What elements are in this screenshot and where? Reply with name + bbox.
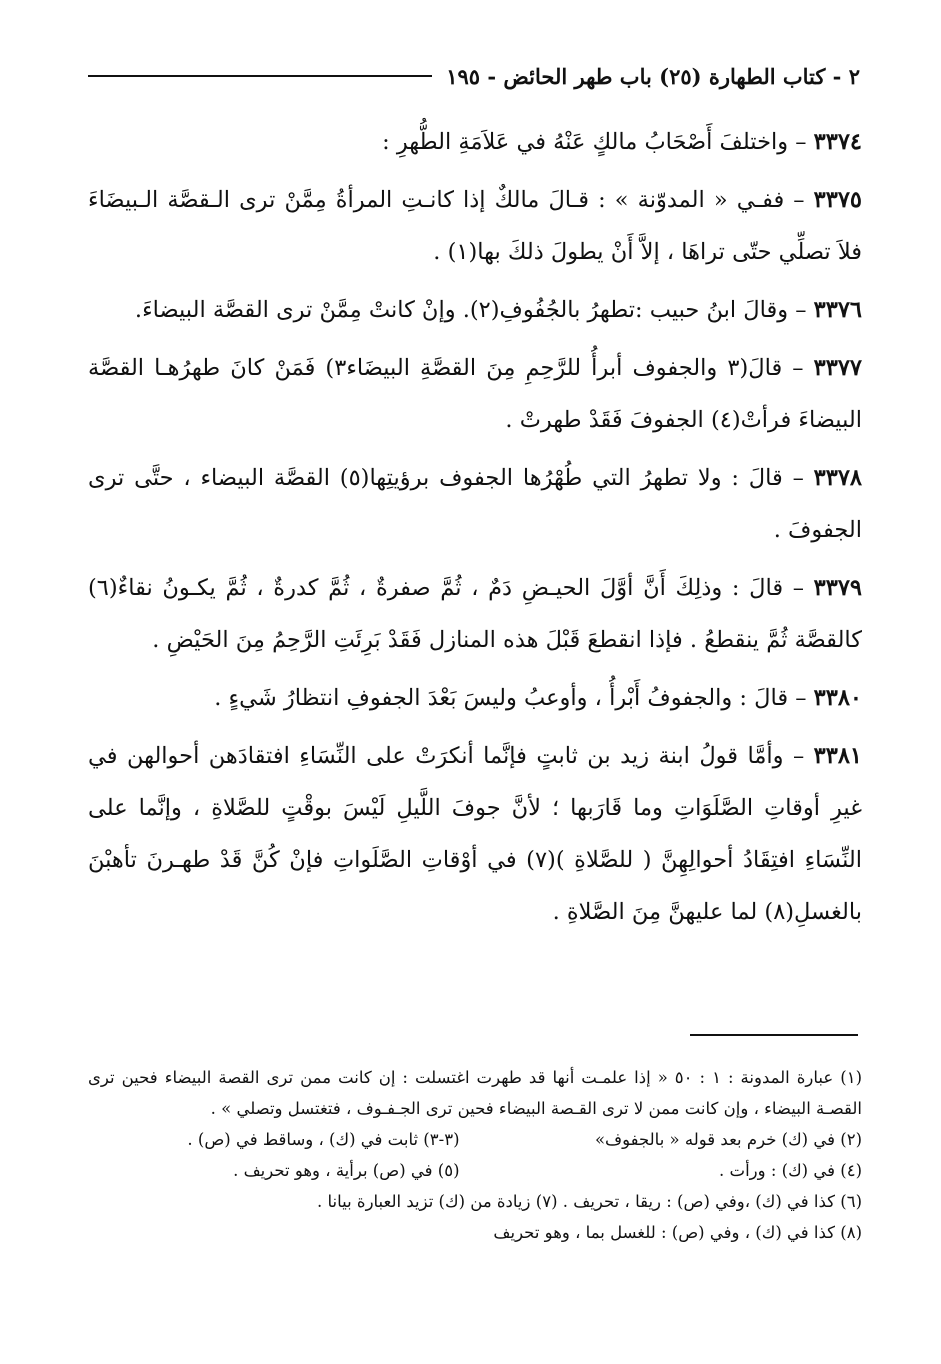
paragraph-text: – قالَ(٣ والجفوف أبرأُ للرَّحِمِ مِنَ القصَّةِ البيضَاء٣) فَمَنْ كانَ طهرُهـا القصَّة البيضاءَ فرأتْ(٤) الجفوفَ فَقَدْ طهرتْ .: [88, 355, 862, 433]
paragraph-3374: [88, 116, 862, 168]
paragraph-text: – واختلفَ أَصْحَابُ مالكٍ عَنْهُ في عَلاَمَةِ الطُّهرِ :: [382, 129, 814, 155]
footnote-2: (٢) في (ك) خرم بعد قوله « بالجفوف»: [594, 1130, 862, 1149]
footnote-6-7: (٦) كذا في (ك) ،وفي (ص) : ريقا ، تحريف . (٧) زيادة من (ك) تزيد العبارة بيانا .: [316, 1192, 862, 1211]
paragraph-3375: [88, 174, 862, 278]
paragraph-number: ٣٣٨٠: [813, 685, 862, 711]
paragraph-3377: [88, 342, 862, 446]
footnote-5: (٥) في (ص) برأية ، وهو تحريف .: [233, 1161, 460, 1180]
paragraph-3378: [88, 452, 862, 556]
paragraph-number: ٣٣٧٦: [813, 297, 862, 323]
body-text: [88, 116, 862, 944]
header-rule: [88, 75, 432, 77]
footnote-row-2-3: [88, 1124, 862, 1155]
paragraph-number: ٣٣٧٤: [813, 129, 862, 155]
paragraph-number: ٣٣٨١: [813, 743, 862, 769]
paragraph-number: ٣٣٧٥: [813, 187, 862, 213]
paragraph-3380: [88, 672, 862, 724]
footnote-1: (١) عبارة المدونة : ١ : ٥٠ « إذا علمـت أنها قد طهرت اغتسلت : إن كانت ممن ترى القصة البيضاء فحين ترى القصـة البيضاء ، وإن كانت ممن لا ترى القـصة البيضاء فحين ترى الجـفـوف ، فتغتسل وتصلي » .: [88, 1068, 862, 1118]
header-title: ٢ - كتاب الطهارة (٢٥) باب طهر الحائض - ١٩٥: [446, 63, 860, 89]
footnote-4: (٤) في (ك) : ورأت .: [719, 1161, 862, 1180]
paragraph-text: – قالَ : والجفوفُ أَبْرأُ ، وأوعبُ وليسَ بَعْدَ الجفوفِ انتظارُ شَيءٍ .: [214, 685, 814, 711]
footnote-separator: [690, 1034, 858, 1036]
footnote-8: (٨) كذا في (ك) ، وفي (ص) : للغسل بما ، وهو تحريف: [493, 1223, 862, 1242]
paragraph-text: – قالَ : ولا تطهرُ التي طُهْرُها الجفوف برؤيتِها(٥) القصَّة البيضاء ، حتَّى ترى الجفوفَ .: [88, 465, 862, 543]
paragraph-text: – ففـي « المدوّنة » : قـالَ مالكٌ إذا كانـتِ المرأةُ مِمَّنْ ترى الـقصَّة الـبيضَاءَ فلاَ تصلِّي حتّى تراهَا ، إلاَّ أَنْ يطولَ ذلكَ بها(١) .: [88, 187, 862, 265]
paragraph-3379: [88, 562, 862, 666]
paragraph-number: ٣٣٧٨: [813, 465, 862, 491]
paragraph-text: – وقالَ ابنُ حبيب :تطهرُ بالجُفُوفِ(٢). وإنْ كانتْ مِمَّنْ ترى القصَّة البيضاءَ.: [134, 297, 814, 323]
footnote-row-4-5: [88, 1155, 862, 1186]
running-header: [88, 58, 860, 94]
paragraph-number: ٣٣٧٧: [813, 355, 862, 381]
paragraph-3376: [88, 284, 862, 336]
footnote-3: (٣-٣) ثابت في (ك) ، وساقط في (ص) .: [187, 1130, 460, 1149]
paragraph-number: ٣٣٧٩: [813, 575, 862, 601]
paragraph-text: – وأمَّا قولُ ابنة زيد بن ثابتٍ فإنَّما أنكرَتْ على النِّسَاءِ افتقادَهن أحوالهن في غيرِ أوقاتِ الصَّلَوَاتِ وما قَارَبها ؛ لأنَّ جوفَ اللَّيلِ لَيْسَ بوقْتٍ للصَّلاةِ ، وإنَّما على النِّسَاءِ افتِقَادُ أحوالِهِنَّ ( للصَّلاةِ )(٧) في أوْقاتِ الصَّلَواتِ فإنْ كُنَّ قَدْ طهـرنَ تأهبْنَ بالغسلِ(٨) لما عليهنَّ مِنَ الصَّلاةِ .: [88, 743, 862, 925]
footnotes: [88, 1062, 862, 1248]
paragraph-3381: [88, 730, 862, 938]
paragraph-text: – قالَ : وذلِكَ أَنَّ أوَّلَ الحيـضِ دَمٌ ، ثُمَّ صفرةٌ ، ثُمَّ كدرةٌ ، ثُمَّ يكـونُ نقاءٌ(٦) كالقصَّة ثُمَّ ينقطعُ . فإذا انقطعَ قَبْلَ هذه المنازل فَقَدْ بَرِئَتِ الرَّحِمُ مِنَ الحَيْضِ .: [88, 575, 862, 653]
